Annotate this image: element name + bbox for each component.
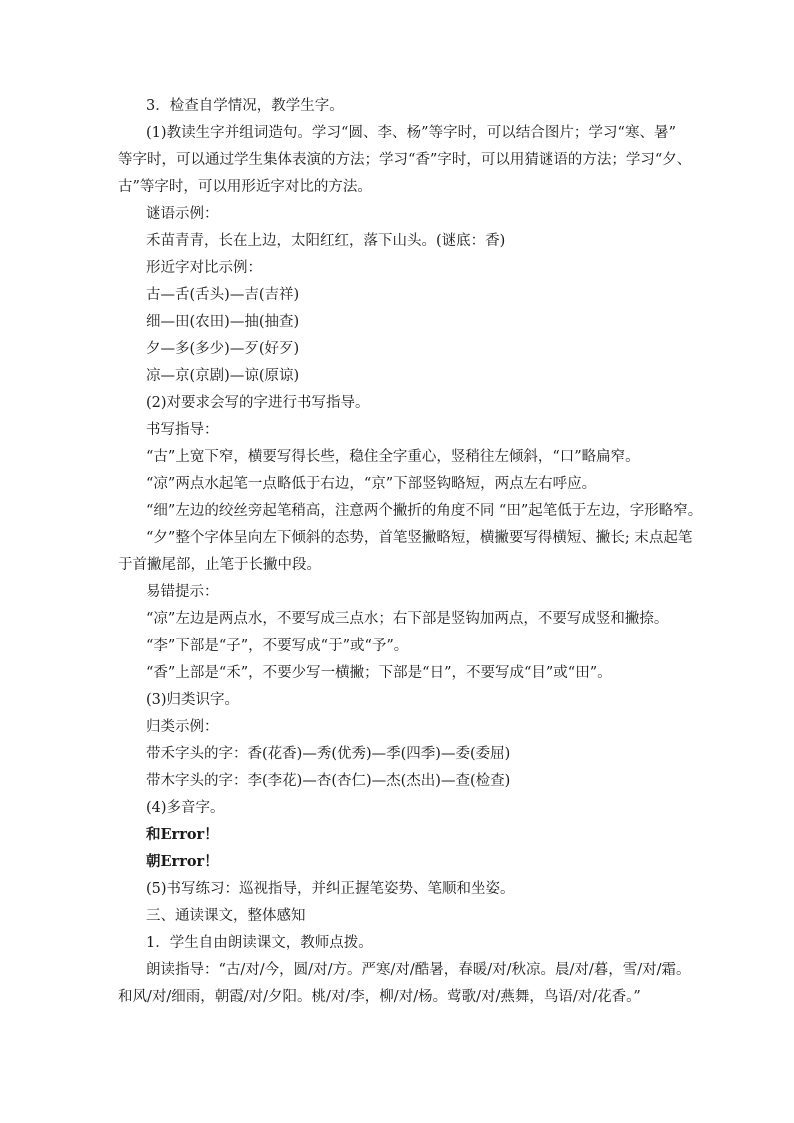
step-heading: 3．检查自学情况，教学生字。	[146, 98, 344, 114]
writing-guide-line: “细”左边的绞丝旁起笔稍高，注意两个撇折的角度不同 “田”起笔低于左边，字形略窄。	[146, 503, 703, 519]
writing-guide-line: “凉”两点水起笔一点略低于右边，“京”下部竖钩略短，两点左右呼应。	[146, 476, 597, 492]
subheading: 形近字对比示例：	[146, 260, 262, 276]
reading-guide-line: 和风/对/细雨，朝霞/对/夕阳。桃/对/李，柳/对/杨。莺歌/对/燕舞，鸟语/对/花香。”	[118, 989, 641, 1005]
numbered-item: (3)归类识字。	[146, 692, 240, 708]
polyphone-item: 和Error！	[146, 826, 219, 843]
error-tip-line: “李”下部是“子”，不要写成“于”或“予”。	[146, 638, 409, 654]
list-item: 带木字头的字：李(李花)—杏(杏仁)—杰(杰出)—查(检查)	[146, 773, 511, 789]
writing-guide-line: “古”上宽下窄，横要写得长些，稳住全字重心，竖稍往左倾斜，“口”略扁窄。	[146, 449, 640, 465]
numbered-item: (2)对要求会写的字进行书写指导。	[146, 395, 370, 411]
numbered-item: (5)书写练习：巡视指导，并纠正握笔姿势、笔顺和坐姿。	[146, 881, 515, 897]
paragraph-line: (1)教读生字并组词造句。学习“圆、李、杨”等字时，可以结合图片；学习“寒、暑”	[146, 125, 676, 141]
list-item: 带禾字头的字：香(花香)—秀(优秀)—季(四季)—委(委屈)	[146, 746, 511, 762]
subheading: 书写指导：	[146, 422, 219, 438]
subheading: 归类示例：	[146, 719, 219, 735]
paragraph-line: 古”等字时，可以用形近字对比的方法。	[118, 179, 372, 195]
error-tip-line: “香”上部是“禾”，不要少写一横撇；下部是“日”，不要写成“目”或“田”。	[146, 665, 612, 681]
section-heading: 三、通读课文，整体感知	[146, 908, 306, 924]
paragraph-line: 等字时，可以通过学生集体表演的方法；学习“香”字时，可以用猜谜语的方法；学习“夕、	[118, 152, 692, 168]
list-item: 凉—京(京剧)—谅(原谅)	[146, 368, 300, 384]
polyphone-item: 朝Error！	[146, 853, 219, 870]
subheading: 易错提示：	[146, 584, 219, 600]
riddle-example: 禾苗青青，长在上边，太阳红红，落下山头。(谜底：香)	[146, 233, 506, 249]
list-item: 细—田(农田)—抽(抽查)	[146, 314, 300, 330]
subheading: 谜语示例：	[146, 206, 219, 222]
error-tip-line: “凉”左边是两点水，不要写成三点水；右下部是竖钩加两点，不要写成竖和撇捺。	[146, 611, 669, 627]
list-item: 夕—多(多少)—歹(好歹)	[146, 341, 300, 357]
reading-guide-line: 朗读指导：“古/对/今，圆/对/方。严寒/对/酷暑，春暖/对/秋凉。晨/对/暮，雪/对/霜。	[146, 962, 691, 978]
writing-guide-line: 于首撇尾部，止笔于长撇中段。	[118, 557, 321, 573]
numbered-item: (4)多音字。	[146, 800, 225, 816]
writing-guide-line: “夕”整个字体呈向左下倾斜的态势，首笔竖撇略短，横撇要写得横短、撇长; 末点起笔	[146, 530, 693, 546]
list-item: 古—舌(舌头)—吉(吉祥)	[146, 287, 300, 303]
step-heading: 1．学生自由朗读课文，教师点拨。	[146, 935, 373, 951]
